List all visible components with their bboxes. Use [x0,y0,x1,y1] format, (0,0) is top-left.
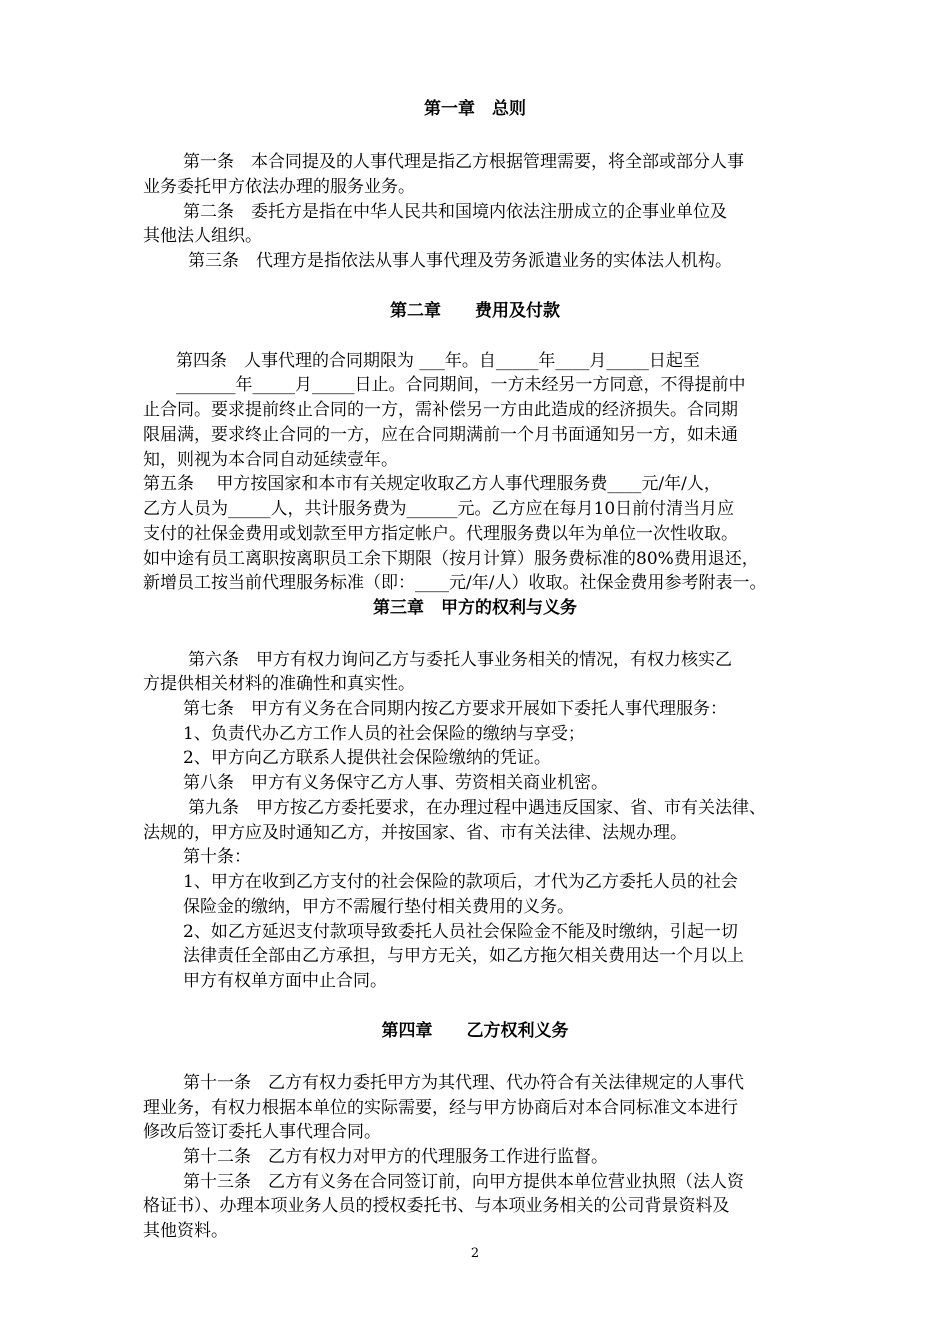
text-line: 修改后签订委托人事代理合同。 [143,1122,381,1142]
text-line: 甲方有权单方面中止合同。 [183,971,387,991]
text-line: 第九条 甲方按乙方委托要求，在办理过程中遇违反国家、省、市有关法律、 [188,798,766,818]
text-line: 方提供相关材料的准确性和真实性。 [143,674,415,694]
text-line: 保险金的缴纳，甲方不需履行垫付相关费用的义务。 [183,897,574,917]
text-line: 第五条 甲方按国家和本市有关规定收取乙方人事代理服务费____元/年/人， [143,474,721,494]
text-line: 理业务，有权力根据本单位的实际需要，经与甲方协商后对本合同标准文本进行 [143,1098,738,1118]
text-line: 第二条 委托方是指在中华人民共和国境内依法注册成立的企事业单位及 [183,202,727,222]
text-line: 2、甲方向乙方联系人提供社会保险缴纳的凭证。 [183,748,551,768]
chapter-3-heading: 第三章 甲方的权利与义务 [373,598,577,618]
text-line: 限届满，要求终止合同的一方，应在合同期满前一个月书面通知另一方，如未通 [143,425,738,445]
text-line: 第三条 代理方是指依法从事人事代理及劳务派遣业务的实体法人机构。 [188,251,732,271]
text-line: _______年_____月_____日止。合同期间，一方未经另一方同意，不得提前中 [176,375,746,395]
chapter-2-heading: 第二章 费用及付款 [390,301,560,321]
text-line: 如中途有员工离职按离职员工余下期限（按月计算）服务费标准的80%费用退还， [143,549,759,569]
text-line: 第八条 甲方有义务保守乙方人事、劳资相关商业机密。 [183,773,608,793]
page-number: 2 [470,1246,480,1261]
text-line: 业务委托甲方依法办理的服务业务。 [143,177,415,197]
text-line: 第十三条 乙方有义务在合同签订前，向甲方提供本单位营业执照（法人资 [183,1172,744,1192]
text-line: 1、甲方在收到乙方支付的社会保险的款项后，才代为乙方委托人员的社会 [183,872,738,892]
text-line: 其他资料。 [143,1221,228,1241]
text-line: 其他法人组织。 [143,226,262,246]
text-line: 支付的社保金费用或划款至甲方指定帐户。代理服务费以年为单位一次性收取。 [143,524,738,544]
chapter-4-heading: 第四章 乙方权利义务 [381,1021,569,1041]
text-line: 2、如乙方延迟支付款项导致委托人员社会保险金不能及时缴纳，引起一切 [183,922,738,942]
text-line: 第六条 甲方有权力询问乙方与委托人事业务相关的情况，有权力核实乙 [188,650,732,670]
text-line: 知，则视为本合同自动延续壹年。 [143,450,398,470]
text-line: 第七条 甲方有义务在合同期内按乙方要求开展如下委托人事代理服务： [183,699,727,719]
text-line: 1、负责代办乙方工作人员的社会保险的缴纳与享受； [183,724,585,744]
text-line: 第十条： [183,847,251,867]
text-line: 格证书）、办理本项业务人员的授权委托书、与本项业务相关的公司背景资料及 [143,1196,730,1216]
text-line: 法规的，甲方应及时通知乙方，并按国家、省、市有关法律、法规办理。 [143,823,687,843]
text-line: 乙方人员为_____人，共计服务费为______元。乙方应在每月10日前付清当月应 [143,499,735,519]
text-line: 法律责任全部由乙方承担，与甲方无关，如乙方拖欠相关费用达一个月以上 [183,946,744,966]
text-line: 第十二条 乙方有权力对甲方的代理服务工作进行监督。 [183,1147,608,1167]
text-line: 第四条 人事代理的合同期限为 ___年。自_____年____月_____日起至 [176,351,700,371]
chapter-1-heading: 第一章 总则 [424,99,526,119]
text-line: 第十一条 乙方有权力委托甲方为其代理、代办符合有关法律规定的人事代 [183,1073,744,1093]
text-line: 止合同。要求提前终止合同的一方，需补偿另一方由此造成的经济损失。合同期 [143,400,738,420]
text-line: 新增员工按当前代理服务标准（即：____元/年/人）收取。社保金费用参考附表一。 [143,573,767,593]
text-line: 第一条 本合同提及的人事代理是指乙方根据管理需要，将全部或部分人事 [183,152,744,172]
